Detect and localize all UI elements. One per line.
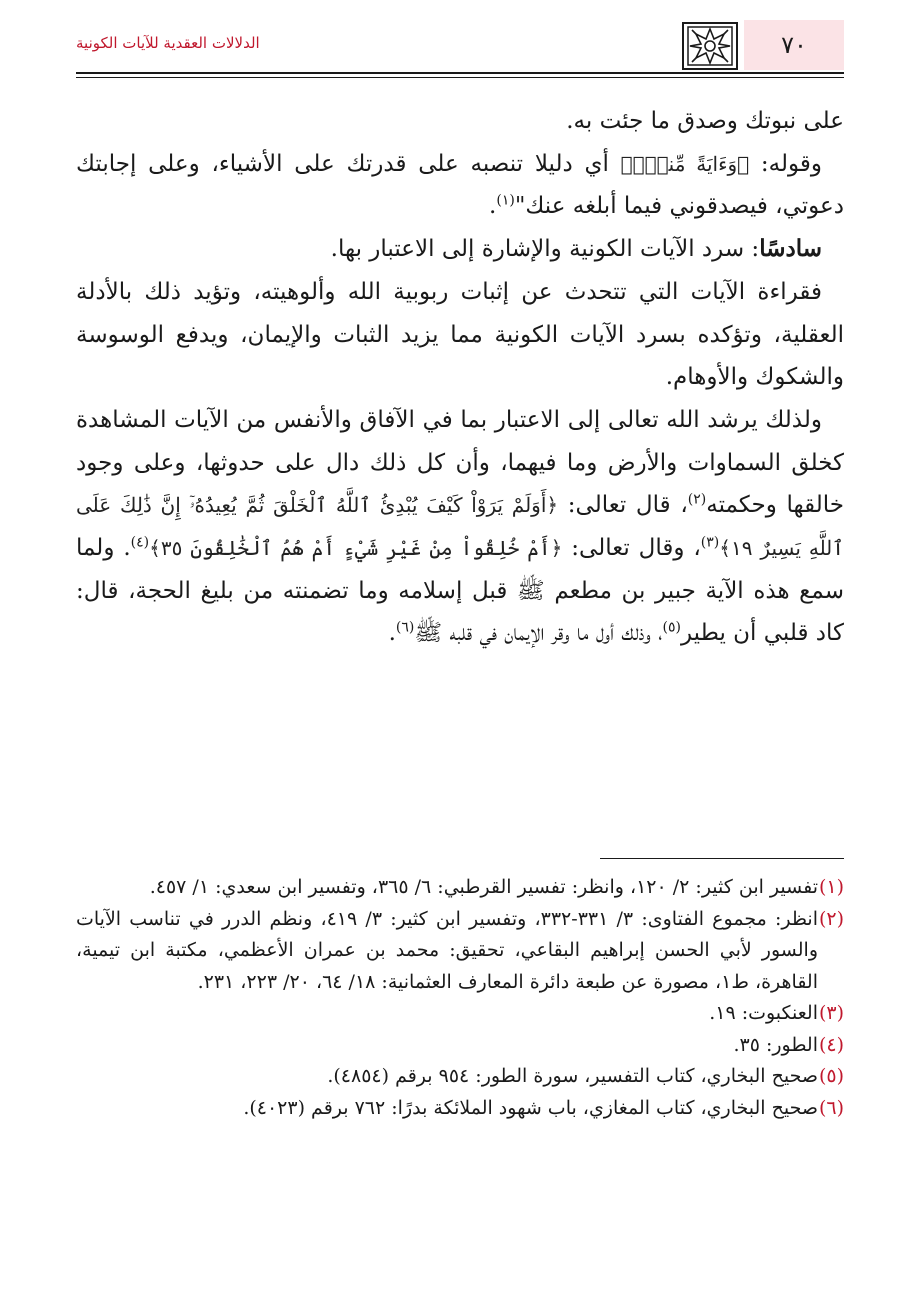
footnote-text: انظر: مجموع الفتاوى: ٣/ ٣٣١-٣٣٢، وتفسير ابن كثير: ٣/ ٤١٩، ونظم الدرر في تناسب الآيات والسور لأبي الحسن إبراهيم البقاعي، تحقيق: محمد بن عمران الأعظمي، مكتبة ابن تيمية، القاهرة، ط١، مصورة عن طبعة دائرة المعارف العثمانية: ١٨/ ٦٤، ٢٠/ ٢٢٣، ٢٣١. [76, 907, 818, 993]
section-heading: سادسًا [759, 235, 822, 263]
text: . ولما سمع هذه الآية جبير بن مطعم ﷺ قبل إسلامه وما تضمنته من بليغ الحجة، قال: كاد قلبي أن يطير [76, 535, 844, 647]
footnote-ref[interactable]: (٣) [700, 534, 720, 551]
text: ، وذلك أول ما وقر الإيمان في قلبه ﷺ [414, 620, 663, 647]
footnote-text: العنكبوت: ١٩. [709, 1002, 818, 1024]
text: . [489, 193, 497, 220]
text: أي دليلا تنصبه على قدرتك على الأشياء، وعلى إجابتك دعوتي، فيصدقوني فيما أبلغه عنك" [76, 150, 844, 220]
quran-quote: ﴿وَءَايَةً مِّنكَۖ﴾ [620, 151, 750, 176]
footnote-separator [600, 858, 844, 859]
quran-quote: ﴿أَمْ خُلِقُواْ مِنْ غَيْرِ شَيْءٍ أَمْ هُمُ ٱلْخَٰلِقُونَ ٣٥﴾ [149, 536, 563, 561]
text: ، قال تعالى: [558, 492, 688, 519]
paragraph [76, 271, 844, 399]
paragraph [76, 143, 844, 228]
header-rule [76, 72, 844, 74]
text: فقراءة الآيات التي تتحدث عن إثبات ربوبية الله وألوهيته، وتؤيد ذلك بالأدلة العقلية، وتؤكده بسرد الآيات الكونية مما يزيد الثبات والإيمان، ويدفع الوسوسة والشكوك والأوهام. [76, 278, 844, 391]
footnote-item [76, 1093, 844, 1125]
page-number: ٧٠ [744, 20, 844, 70]
quran-quote: ﴿أَوَلَمْ يَرَوْاْ كَيْفَ يُبْدِئُ ٱللَّهُ ٱلْخَلْقَ ثُمَّ يُعِيدُهُۥٓ إِنَّ ذَٰلِكَ عَلَى ٱللَّهِ يَسِيرٌ ١٩﴾ [76, 493, 844, 561]
text: ، وقال تعالى: [562, 535, 701, 562]
paragraph [76, 228, 844, 271]
text: . [388, 620, 396, 647]
footnote-item [76, 872, 844, 904]
footnote-ref[interactable]: (٤) [130, 534, 150, 551]
paragraph [76, 399, 844, 655]
footnote-ref[interactable]: (١) [496, 192, 515, 209]
paragraph [76, 100, 844, 143]
page-header [76, 20, 844, 72]
footnote-mark: (١) [818, 876, 844, 898]
main-text [76, 100, 844, 655]
footnote-mark: (٢) [818, 907, 844, 930]
text: : سرد الآيات الكونية والإشارة إلى الاعتبار بها. [330, 236, 760, 263]
header-rule-thin [76, 77, 844, 78]
running-title: الدلالات العقدية للآيات الكونية [76, 34, 260, 52]
footnote-item [76, 904, 844, 999]
footnote-text: تفسير ابن كثير: ٢/ ١٢٠، وانظر: تفسير القرطبي: ٦/ ٣٦٥، وتفسير ابن سعدي: ١/ ٤٥٧. [149, 876, 818, 898]
text: وقوله: [749, 150, 822, 177]
ornament-icon [682, 22, 738, 70]
footnote-ref[interactable]: (٥) [662, 619, 681, 636]
footnote-ref[interactable]: (٦) [395, 619, 415, 636]
footnote-text: صحيح البخاري، كتاب التفسير، سورة الطور: ٩٥٤ برقم (٤٨٥٤). [327, 1065, 818, 1087]
footnote-item [76, 998, 844, 1030]
footnote-mark: (٦) [818, 1096, 844, 1119]
footnote-item [76, 1061, 844, 1093]
footnote-mark: (٤) [818, 1033, 844, 1056]
footnote-text: الطور: ٣٥. [733, 1033, 818, 1056]
footnote-mark: (٣) [818, 1002, 844, 1024]
text: على نبوتك وصدق ما جئت به. [566, 108, 844, 134]
footnote-item [76, 1030, 844, 1062]
footnotes [76, 872, 844, 1124]
footnote-text: صحيح البخاري، كتاب المغازي، باب شهود الملائكة بدرًا: ٧٦٢ برقم (٤٠٢٣). [243, 1096, 818, 1119]
text: ولذلك يرشد الله تعالى إلى الاعتبار بما في الآفاق والأنفس من الآيات المشاهدة كخلق السماوات والأرض وما فيهما، وأن كل ذلك دال على حدوثها، وعلى وجود خالقها وحكمته [76, 406, 844, 519]
footnote-ref[interactable]: (٢) [687, 491, 707, 508]
footnote-mark: (٥) [818, 1065, 844, 1087]
